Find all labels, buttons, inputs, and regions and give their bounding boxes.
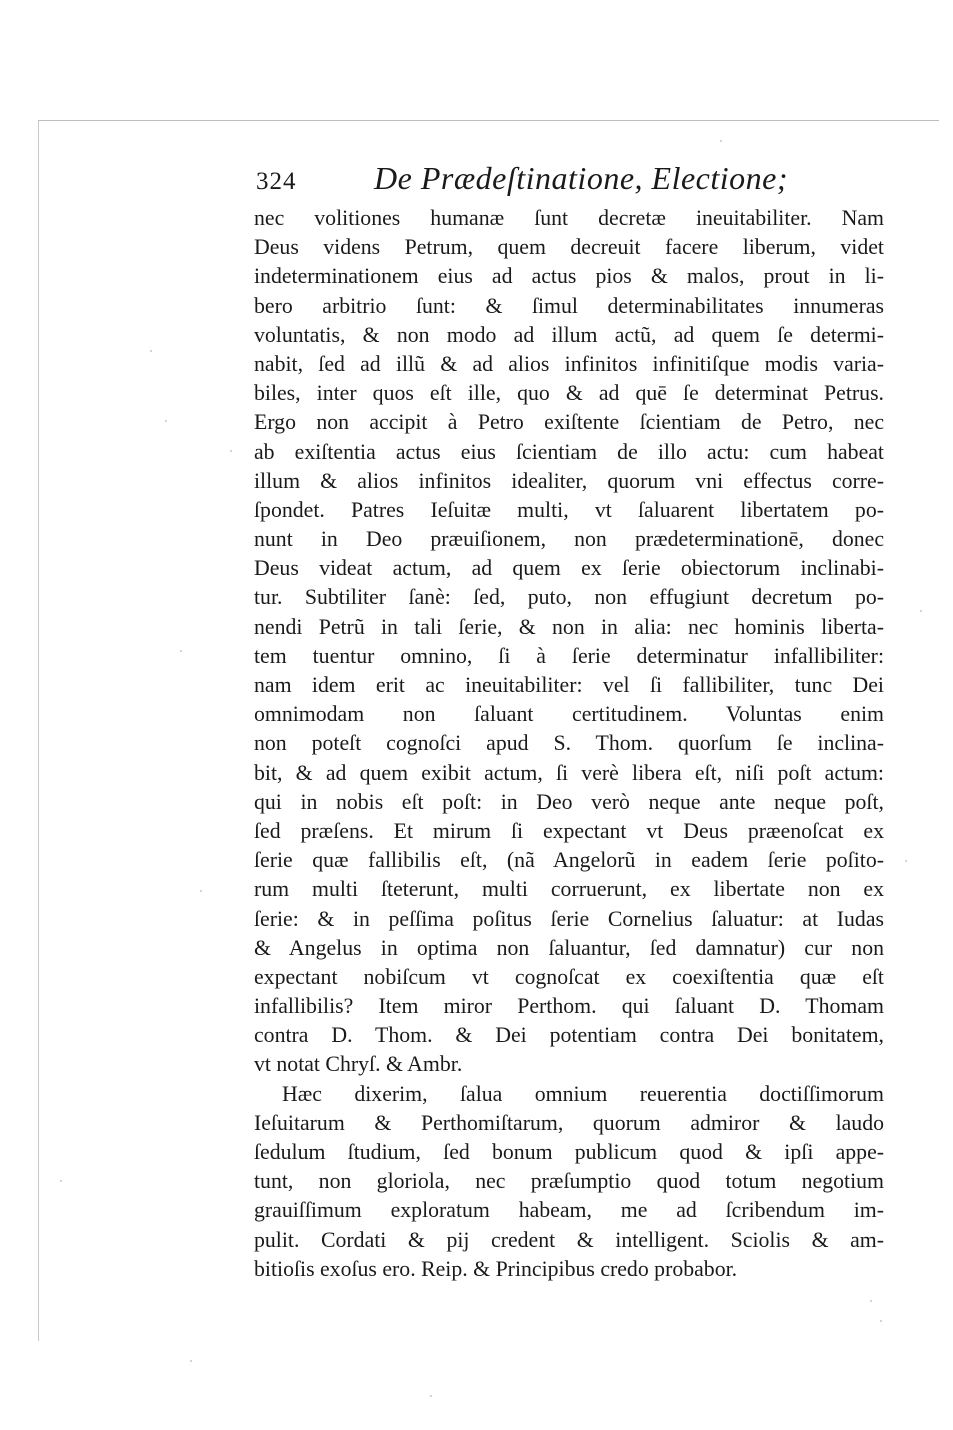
text-line: tem tuentur omnino, ſi à ſerie determinatur infallibiliter: [254, 643, 884, 668]
text-line: & Angelus in optima non ſaluantur, ſed damnatur) cur non [254, 935, 884, 960]
text-line: Deus videns Petrum, quem decreuit facere liberum, videt [254, 235, 884, 260]
body-text [254, 204, 884, 1284]
text-line: Deus videat actum, ad quem ex ſerie obiectorum inclinabi- [254, 556, 884, 581]
speckle [880, 1320, 882, 1322]
text-line: ſerie: & in peſſima poſitus ſerie Cornelius ſaluatur: at Iudas [254, 906, 884, 931]
text-line: ab exiſtentia actus eius ſcientiam de illo actu: cum habeat [254, 439, 884, 464]
speckle [920, 610, 922, 612]
speckle [190, 1360, 192, 1362]
speckle [180, 650, 182, 652]
text-line: tunt, non gloriola, nec præſumptio quod totum negotium [254, 1169, 884, 1194]
text-line: nendi Petrũ in tali ſerie, & non in alia: nec hominis liberta- [254, 614, 884, 639]
speckle [230, 450, 232, 452]
speckle [905, 860, 907, 862]
speckle [165, 420, 167, 422]
text-line: ſed præſens. Et mirum ſi expectant vt Deus præenoſcat ex [254, 818, 884, 843]
text-line: Ergo non accipit à Petro exiſtente ſcientiam de Petro, nec [254, 410, 884, 435]
text-line: tur. Subtiliter ſanè: ſed, puto, non effugiunt decretum po- [254, 585, 884, 610]
text-line: contra D. Thom. & Dei potentiam contra Dei bonitatem, [254, 1023, 884, 1048]
text-line: qui in nobis eſt poſt: in Deo verò neque ante neque poſt, [254, 789, 884, 814]
speckle [430, 1395, 432, 1397]
text-line: grauiſſimum exploratum habeam, me ad ſcribendum im- [254, 1198, 884, 1223]
text-line: pulit. Cordati & pij credent & intelligent. Sciolis & am- [254, 1227, 884, 1252]
text-line: bitioſis exoſus ero. Reip. & Principibus credo probabor. [254, 1256, 738, 1281]
text-line: Hæc dixerim, ſalua omnium reuerentia doctiſſimorum [282, 1081, 884, 1106]
text-line: voluntatis, & non modo ad illum actũ, ad quem ſe determi- [254, 322, 884, 347]
text-line: ſedulum ſtudium, ſed bonum publicum quod & ipſi appe- [254, 1140, 884, 1164]
running-title: De Prædeſtinatione, Electione; [374, 160, 788, 196]
text-line: Ieſuitarum & Perthomiſtarum, quorum admiror & laudo [254, 1110, 884, 1135]
text-line: bero arbitrio ſunt: & ſimul determinabilitates innumeras [254, 293, 884, 318]
text-line: infallibilis? Item miror Perthom. qui ſaluant D. Thomam [254, 994, 884, 1019]
text-line: bit, & ad quem exibit actum, ſi verè libera eſt, niſi poſt actum: [254, 760, 884, 785]
text-line: nabit, ſed ad illũ & ad alios infinitos infinitiſque modis varia- [254, 351, 884, 376]
text-line: biles, inter quos eſt ille, quo & ad quē ſe determinat Petrus. [254, 381, 884, 406]
text-line: omnimodam non ſaluant certitudinem. Voluntas enim [254, 702, 884, 727]
text-line: non poteſt cognoſci apud S. Thom. quorſum ſe inclina- [254, 731, 884, 756]
speckle [720, 140, 722, 142]
page-number: 324 [256, 168, 297, 195]
text-line: nunt in Deo præuiſionem, non prædeterminationē, donec [254, 527, 884, 552]
speckle [150, 350, 152, 352]
speckle [870, 1300, 872, 1302]
text-line: illum & alios infinitos idealiter, quorum vni effectus corre- [254, 468, 884, 493]
speckle [200, 890, 202, 892]
text-line: indeterminationem eius ad actus pios & malos, prout in li- [254, 264, 884, 289]
paragraph [254, 1080, 884, 1284]
text-line: ſerie quæ fallibilis eſt, (nã Angelorũ in eadem ſerie poſito- [254, 848, 884, 873]
paragraph [254, 204, 884, 1080]
text-line: rum multi ſteterunt, multi corruerunt, ex libertate non ex [254, 877, 884, 902]
text-line: nec volitiones humanæ ſunt decretæ ineuitabiliter. Nam [254, 206, 884, 230]
text-line: nam idem erit ac ineuitabiliter: vel ſi fallibiliter, tunc Dei [254, 673, 884, 697]
page-header [256, 160, 896, 204]
text-line: vt notat Chryſ. & Ambr. [254, 1052, 463, 1077]
speckle [60, 1180, 62, 1182]
text-line: ſpondet. Patres Ieſuitæ multi, vt ſaluarent libertatem po- [254, 497, 884, 522]
text-line: expectant nobiſcum vt cognoſcat ex coexiſtentia quæ eſt [254, 964, 884, 989]
